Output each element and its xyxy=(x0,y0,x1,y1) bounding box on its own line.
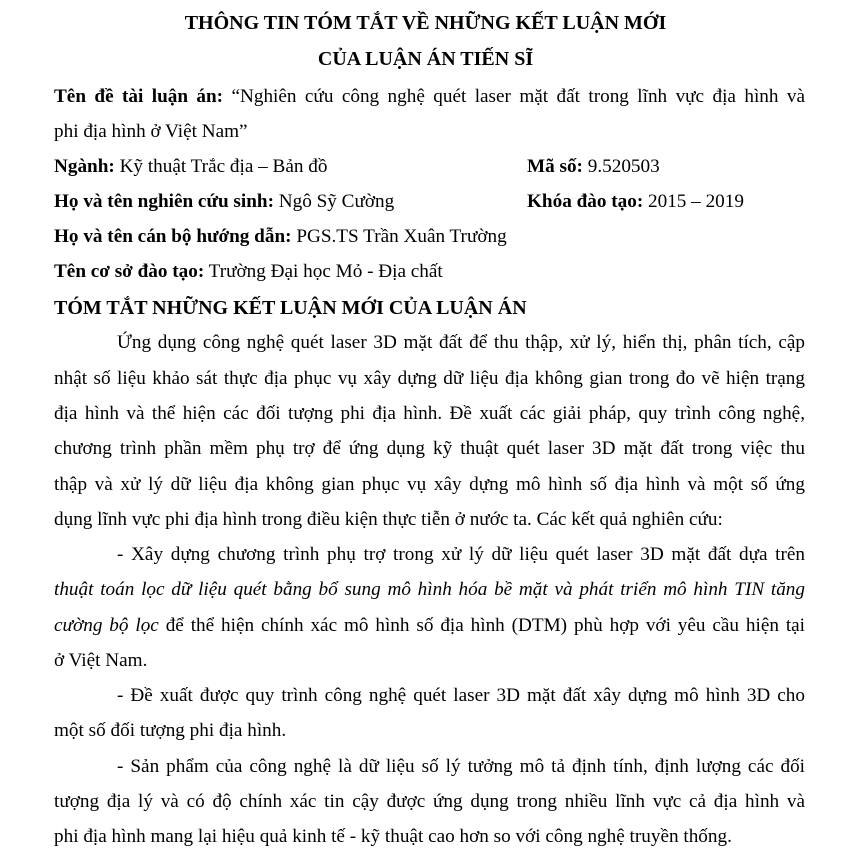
paragraph-4-line-2: tượng địa lý và có độ chính xác tin cậy được ứng dụng trong nhiều lĩnh vực cả địa hình và xyxy=(54,791,805,812)
course-line xyxy=(527,190,744,214)
advisor-line xyxy=(54,225,805,249)
document-title-line-1: THÔNG TIN TÓM TẮT VỀ NHỮNG KẾT LUẬN MỚI xyxy=(184,12,667,34)
major-line xyxy=(54,155,514,179)
student-label: Họ và tên nghiên cứu sinh: xyxy=(54,191,274,212)
code-value: 9.520503 xyxy=(582,156,660,177)
paragraph-1-line-5: thập và xử lý dữ liệu địa không gian phục vụ xây dựng mô hình số địa hình và một số ứng xyxy=(54,474,805,495)
major-label: Ngành: xyxy=(54,156,115,177)
paragraph-4-line-3: phi địa hình mang lại hiệu quả kinh tế - kỹ thuật cao hơn so với công nghệ truyền thống. xyxy=(54,826,732,847)
paragraph-2-line-3-rest: để thể hiện chính xác mô hình số địa hình (DTM) phù hợp với yêu cầu hiện tại xyxy=(158,615,805,636)
paragraph-1-line-6: dụng lĩnh vực phi địa hình trong điều kiện thực tiễn ở nước ta. Các kết quả nghiên cứu: xyxy=(54,509,723,530)
paragraph-2-line-2: thuật toán lọc dữ liệu quét bằng bổ sung mô hình hóa bề mặt và phát triển mô hình TIN tăng xyxy=(54,579,805,600)
paragraph-2-line-1: - Xây dựng chương trình phụ trợ trong xử lý dữ liệu quét laser 3D mặt đất dựa trên xyxy=(117,544,805,565)
advisor-value: PGS.TS Trần Xuân Trường xyxy=(291,226,507,247)
paragraph-1-line-3: địa hình và thể hiện các đối tượng phi địa hình. Đề xuất các giải pháp, quy trình công nghệ, xyxy=(54,403,805,424)
paragraph-1-line-2: nhật số liệu khảo sát thực địa phục vụ xây dựng dữ liệu địa không gian trong đo vẽ hiện trạng xyxy=(54,368,805,389)
topic-value: “Nghiên cứu công nghệ quét laser mặt đất trong lĩnh vực địa hình và xyxy=(223,86,805,107)
student-line xyxy=(54,190,514,214)
topic-line-2: phi địa hình ở Việt Nam” xyxy=(54,121,248,142)
paragraph-2-line-4: ở Việt Nam. xyxy=(54,650,148,671)
advisor-label: Họ và tên cán bộ hướng dẫn: xyxy=(54,226,292,247)
institution-line xyxy=(54,260,805,284)
paragraph-3-line-1: - Đề xuất được quy trình công nghệ quét laser 3D mặt đất xây dựng mô hình 3D cho xyxy=(117,685,805,706)
course-value: 2015 – 2019 xyxy=(643,191,744,212)
topic-label: Tên đề tài luận án: xyxy=(54,86,224,107)
paragraph-2-italic-phrase: cường bộ lọc xyxy=(54,615,159,636)
institution-label: Tên cơ sở đào tạo: xyxy=(54,261,205,282)
section-heading: TÓM TẮT NHỮNG KẾT LUẬN MỚI CỦA LUẬN ÁN xyxy=(54,297,527,319)
major-value: Kỹ thuật Trắc địa – Bản đồ xyxy=(114,156,328,177)
code-line xyxy=(527,155,660,179)
document-title-line-2: CỦA LUẬN ÁN TIẾN SĨ xyxy=(317,48,534,70)
paragraph-3-line-2: một số đối tượng phi địa hình. xyxy=(54,720,287,741)
topic-line-1 xyxy=(54,85,805,109)
paragraph-4-line-1: - Sản phẩm của công nghệ là dữ liệu số lý tưởng mô tả định tính, định lượng các đối xyxy=(117,756,805,777)
paragraph-2-line-3 xyxy=(54,614,805,638)
course-label: Khóa đào tạo: xyxy=(527,191,644,212)
paragraph-1-line-4: chương trình phần mềm phụ trợ để ứng dụng kỹ thuật quét laser 3D mặt đất trong việc thu xyxy=(54,438,805,459)
code-label: Mã số: xyxy=(527,156,583,177)
institution-value: Trường Đại học Mỏ - Địa chất xyxy=(204,261,443,282)
student-value: Ngô Sỹ Cường xyxy=(273,191,395,212)
paragraph-1-line-1: Ứng dụng công nghệ quét laser 3D mặt đất để thu thập, xử lý, hiển thị, phân tích, cập xyxy=(117,332,805,353)
